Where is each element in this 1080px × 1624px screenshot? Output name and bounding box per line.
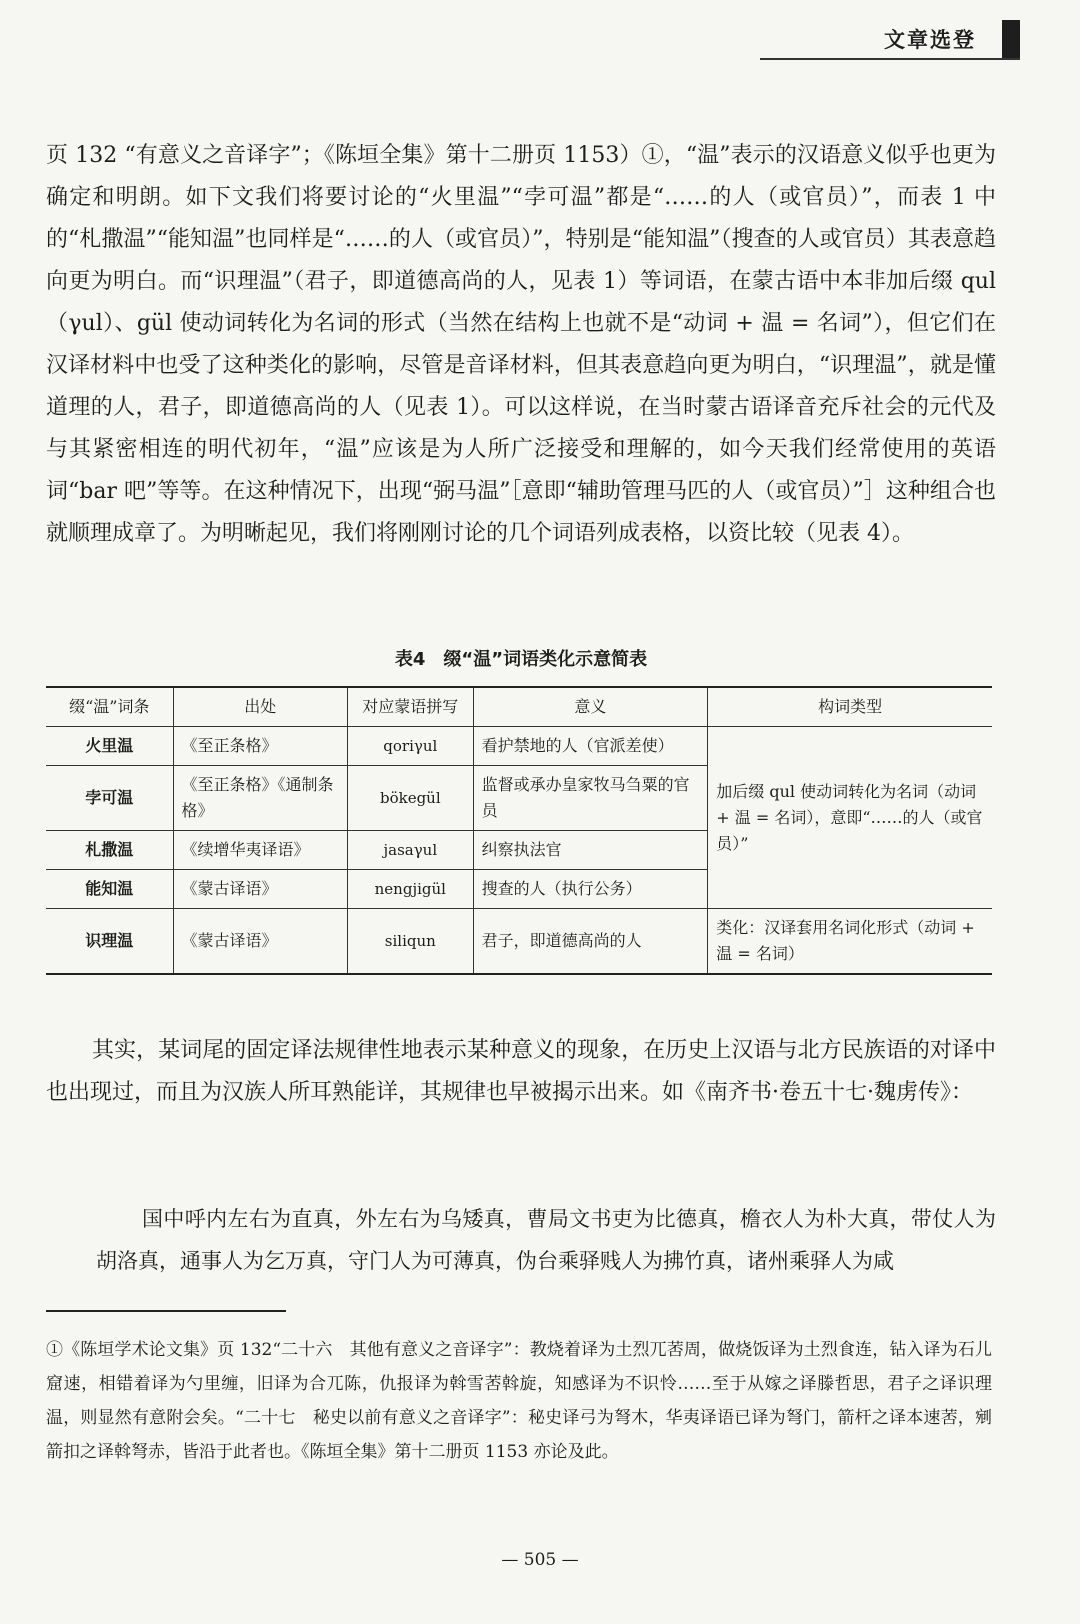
body-paragraph-intro: 页 132 “有意义之音译字”；《陈垣全集》第十二册页 1153）①，“温”表示的汉语意义似乎也更为确定和明朗。如下文我们将要讨论的“火里温”“孛可温”都是“……的人（或官员）”，而表 1 中的“札撒温”“能知温”也同样是“……的人（或官员）”，特别是“能知温”（搜查的人或官员）其表意趋向更为明白。而“识理温”（君子，即道德高尚的人，见表 1）等词语，在蒙古语中本非加后缀 qul（γul）、gül 使动词转化为名词的形式（当然在结构上也就不是“动词 + 温 = 名词”），但它们在汉译材料中也受了这种类化的影响，尽管是音译材料，但其表意趋向更为明白，“识理温”，就是懂道理的人，君子，即道德高尚的人（见表 1）。可以这样说，在当时蒙古语译音充斥社会的元代及与其紧密相连的明代初年，“温”应该是为人所广泛接受和理解的，如今天我们经常使用的英语词“bar 吧”等等。在这种情况下，出现“弼马温”［意即“辅助管理马匹的人（或官员）”］这种组合也就顺理成章了。为明晰起见，我们将刚刚讨论的几个词语列成表格，以资比较（见表 4）。 [46, 143, 996, 546]
header-word-formation: 构词类型 [708, 687, 992, 727]
cell-term: 火里温 [46, 727, 173, 766]
header-mongolian-spelling: 对应蒙语拼写 [348, 687, 474, 727]
cell-source: 《至正条格》《通制条格》 [173, 766, 348, 831]
cell-term: 孛可温 [46, 766, 173, 831]
footnote: ①《陈垣学术论文集》页 132“二十六 其他有意义之音译字”：教烧着译为土烈兀䓏周，做烧饭译为土烈食连，钻入译为石儿窟速，相错着译为勺里缠，旧译为合兀陈，仇报译为斡雪䓏斡旋，知感译为不识怜……至于从嫁之译滕哲思，君子之译识理温，则显然有意附会矣。“二十七 秘史以前有意义之音译字”：秘史译弓为弩木，华夷译语已译为弩门，箭杆之译本速䓏，剜箭扣之译斡弩赤，皆沿于此者也。《陈垣全集》第十二册页 1153 亦论及此。 [46, 1340, 992, 1462]
section-title: 文章选登 [884, 28, 976, 52]
cell-meaning: 搜查的人（执行公务） [473, 870, 708, 909]
cell-term: 札撒温 [46, 831, 173, 870]
cell-source: 《续增华夷译语》 [173, 831, 348, 870]
cell-mongolian: qoriγul [348, 727, 474, 766]
cell-source: 《蒙古译语》 [173, 909, 348, 975]
term-classification-table [46, 686, 992, 975]
footnote-rule [46, 1310, 286, 1312]
table-header-row [46, 687, 992, 727]
cell-source: 《蒙古译语》 [173, 870, 348, 909]
cell-source: 《至正条格》 [173, 727, 348, 766]
header-meaning: 意义 [473, 687, 708, 727]
table-row [46, 909, 992, 975]
body-paragraph-after-table: 其实，某词尾的固定译法规律性地表示某种意义的现象，在历史上汉语与北方民族语的对译中也出现过，而且为汉族人所耳熟能详，其规律也早被揭示出来。如《南齐书·卷五十七·魏虏传》： [46, 1038, 996, 1105]
cell-mongolian: siliqun [348, 909, 474, 975]
header-source: 出处 [173, 687, 348, 727]
cell-mongolian: jasaγul [348, 831, 474, 870]
page-number: — 505 — [501, 1550, 579, 1570]
cell-term: 识理温 [46, 909, 173, 975]
cell-mongolian: nengjigül [348, 870, 474, 909]
cell-word-formation-group-2: 类化：汉译套用名词化形式（动词 + 温 = 名词） [708, 909, 992, 975]
cell-word-formation-group-1: 加后缀 qul 使动词转化为名词（动词 + 温 = 名词），意即“……的人（或官员）” [708, 727, 992, 909]
cell-term: 能知温 [46, 870, 173, 909]
block-quote: 国中呼内左右为直真，外左右为乌矮真，曹局文书吏为比德真，檐衣人为朴大真，带仗人为胡洛真，通事人为乞万真，守门人为可薄真，伪台乘驿贱人为拂竹真，诸州乘驿人为咸 [96, 1207, 996, 1273]
cell-meaning: 君子，即道德高尚的人 [473, 909, 708, 975]
header-term: 缀“温”词条 [46, 687, 173, 727]
cell-meaning: 看护禁地的人（官派差使） [473, 727, 708, 766]
running-header [760, 20, 1020, 60]
cell-meaning: 监督或承办皇家牧马刍粟的官员 [473, 766, 708, 831]
table-row [46, 727, 992, 766]
cell-mongolian: bökegül [348, 766, 474, 831]
header-rule [760, 58, 1020, 60]
table-caption: 表4 缀“温”词语类化示意简表 [394, 649, 648, 670]
cell-meaning: 纠察执法官 [473, 831, 708, 870]
header-tab-marker [1002, 20, 1020, 58]
